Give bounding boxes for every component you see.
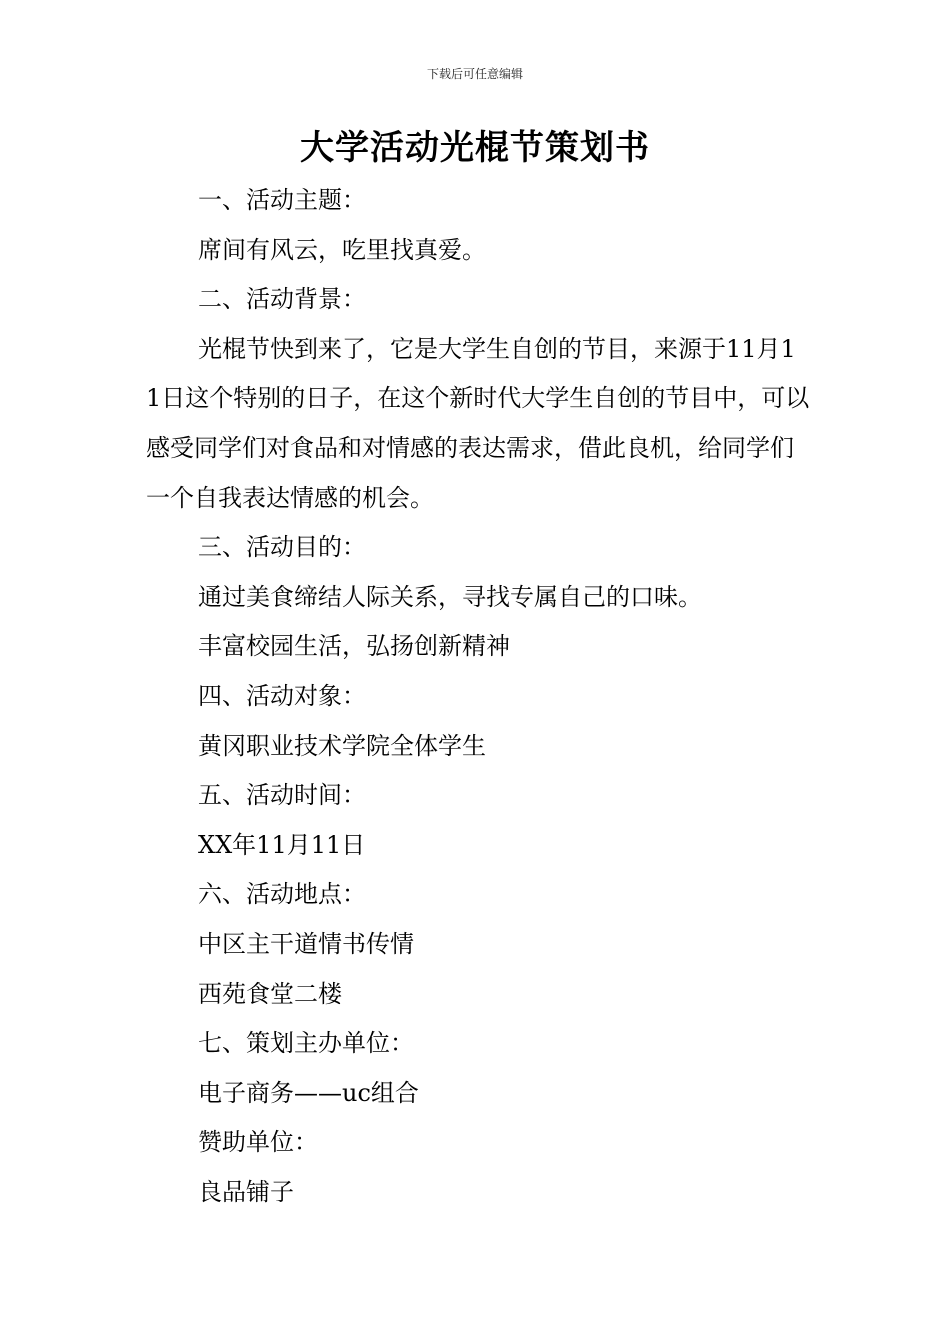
organizer-text: 电子商务——uc组合	[198, 1078, 419, 1107]
section-heading-theme: 一、活动主题：	[198, 186, 366, 214]
sponsor-heading: 赞助单位：	[198, 1128, 318, 1157]
document-body	[146, 176, 810, 1217]
location-text-2: 西苑食堂二楼	[198, 979, 342, 1008]
audience-text: 黄冈职业技术学院全体学生	[198, 731, 486, 760]
section-heading-audience: 四、活动对象：	[198, 681, 366, 710]
sponsor-text: 良品铺子	[198, 1177, 294, 1206]
location-text-1: 中区主干道情书传情	[198, 929, 414, 958]
section-heading-background: 二、活动背景：	[198, 285, 366, 314]
header-note: 下载后可任意编辑	[426, 67, 523, 81]
section-heading-location: 六、活动地点：	[198, 880, 366, 909]
background-text: 光棍节快到来了，它是大学生自创的节目，来源于11月11日这个特别的日子，在这个新时代大学生自创的节目中，可以感受同学们对食品和对情感的表达需求，借此良机，给同学们一个自我表达情感的机会。	[146, 334, 810, 512]
document-title: 大学活动光棍节策划书	[300, 128, 650, 168]
section-heading-time: 五、活动时间：	[198, 781, 366, 810]
purpose-text-1: 通过美食缔结人际关系，寻找专属自己的口味。	[198, 582, 702, 611]
time-text: XX年11月11日	[198, 830, 366, 859]
section-heading-organizer: 七、策划主办单位：	[198, 1029, 414, 1058]
purpose-text-2: 丰富校园生活，弘扬创新精神	[198, 632, 510, 661]
theme-text: 席间有风云，吃里找真爱。	[198, 235, 486, 264]
section-heading-purpose: 三、活动目的：	[198, 533, 366, 562]
